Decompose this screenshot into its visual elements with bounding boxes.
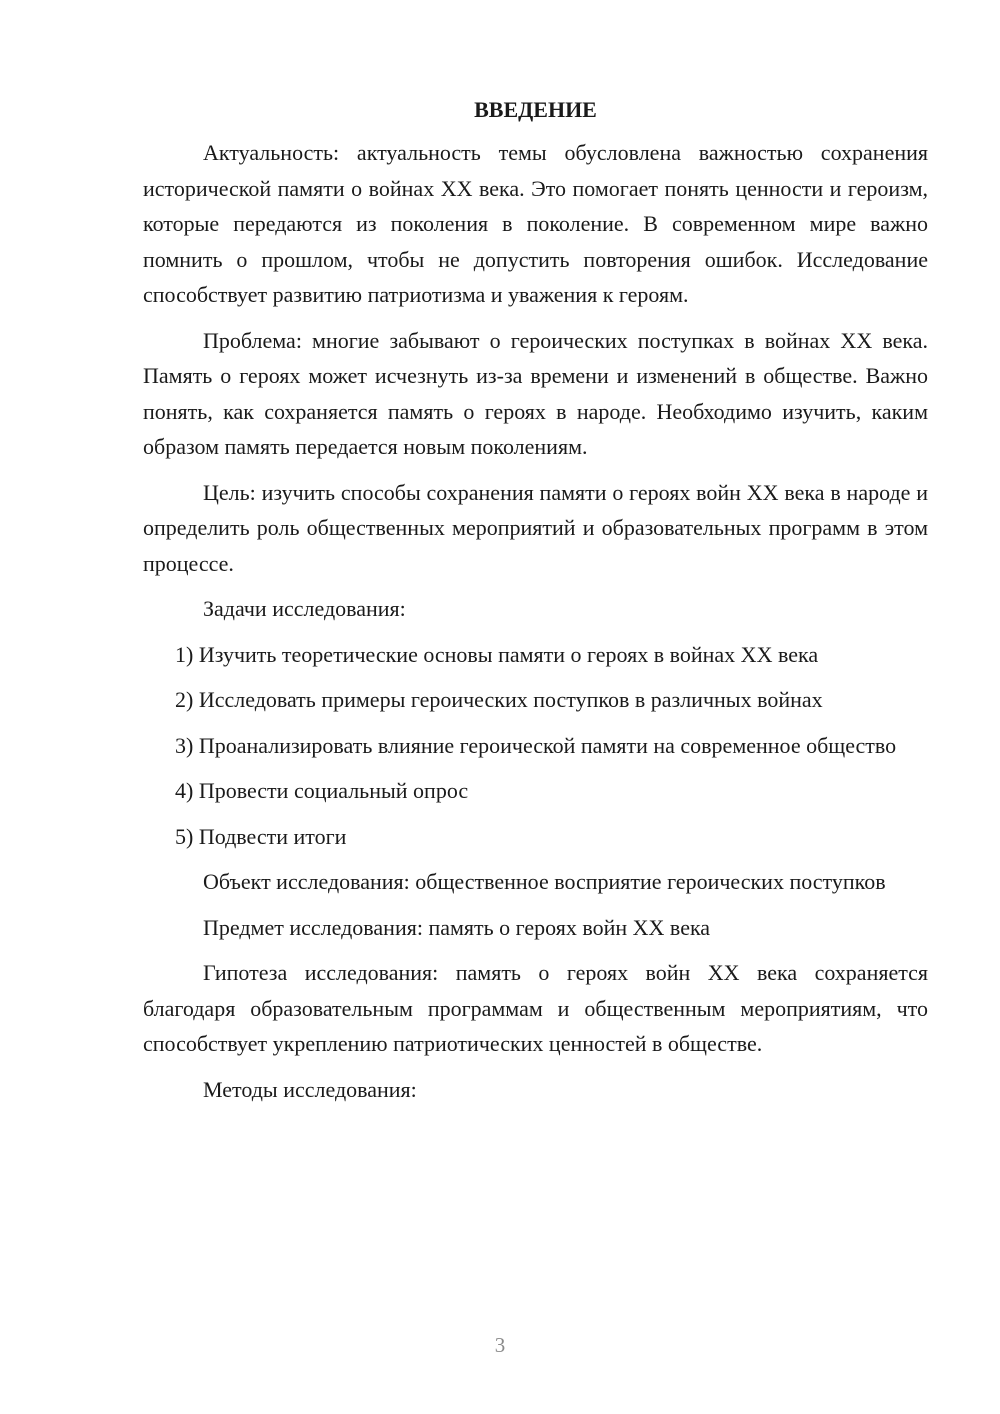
paragraph-tasks-intro: Задачи исследования: bbox=[203, 596, 406, 621]
list-item: 4) Провести социальный опрос bbox=[175, 778, 469, 803]
paragraph-relevance: Актуальность: актуальность темы обусловлена важностью сохранения исторической памяти о войнах XX века. Это помогает понять ценности и героизм, которые передаются из поколения в поколение. В современном мире важно помнить о прошлом, чтобы не допустить повторения ошибок. Исследование способствует развитию патриотизма и уважения к героям. bbox=[143, 140, 928, 307]
page-number: 3 bbox=[494, 1333, 506, 1357]
list-item: 1) Изучить теоретические основы памяти о героях в войнах XX века bbox=[175, 641, 819, 667]
list-item: 3) Проанализировать влияние героической памяти на современное общество bbox=[175, 732, 897, 758]
page-content bbox=[143, 92, 928, 1117]
paragraph-methods: Методы исследования: bbox=[203, 1076, 417, 1102]
list-item: 5) Подвести итоги bbox=[175, 823, 347, 849]
section-title: ВВЕДЕНИЕ bbox=[474, 97, 597, 122]
paragraph-goal: Цель: изучить способы сохранения памяти о героях войн XX века в народе и определить роль общественных мероприятий и образовательных программ в этом процессе. bbox=[143, 479, 928, 576]
paragraph-subject: Предмет исследования: память о героях войн XX века bbox=[203, 914, 711, 940]
paragraph-object: Объект исследования: общественное восприятие героических поступков bbox=[203, 869, 886, 894]
paragraph-problem: Проблема: многие забывают о героических поступках в войнах XX века. Память о героях может исчезнуть из-за времени и изменений в обществе. Важно понять, как сохраняется память о героях в народе. Необходимо изучить, каким образом память передается новым поколениям. bbox=[143, 327, 928, 459]
list-item: 2) Исследовать примеры героических поступков в различных войнах bbox=[175, 687, 823, 712]
paragraph-hypothesis: Гипотеза исследования: память о героях войн XX века сохраняется благодаря образовательным программам и общественным мероприятиям, что способствует укреплению патриотических ценностей в обществе. bbox=[143, 960, 928, 1056]
